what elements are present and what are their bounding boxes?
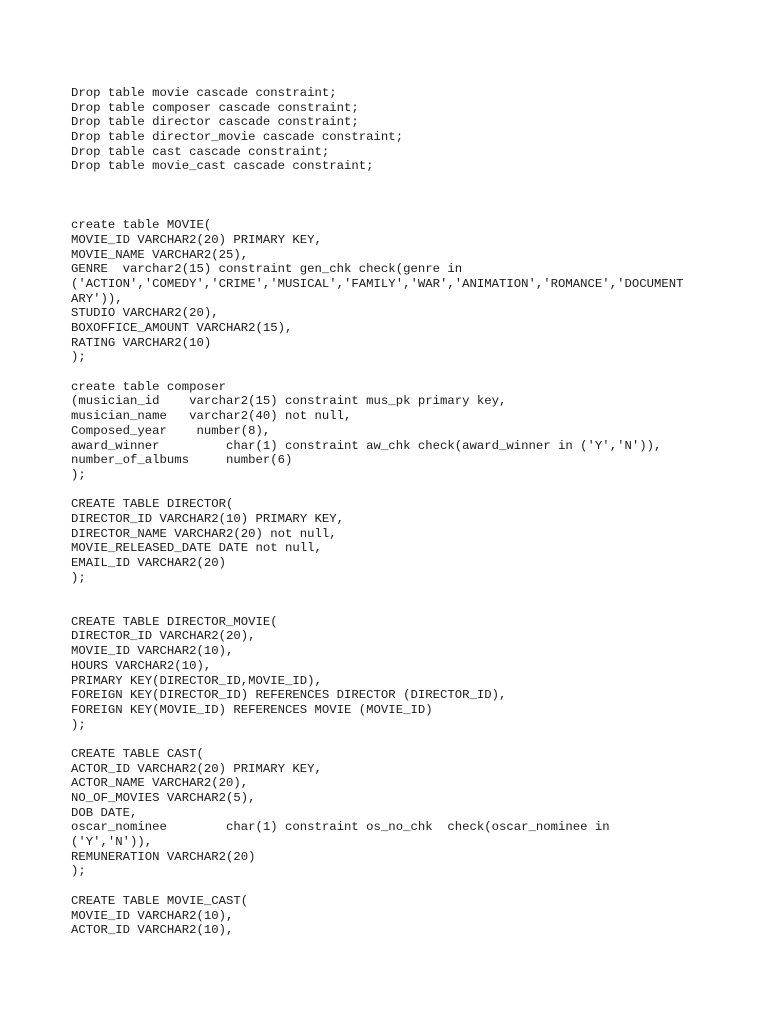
code-line: RATING VARCHAR2(10): [71, 335, 212, 350]
code-line: MOVIE_RELEASED_DATE DATE not null,: [71, 541, 322, 556]
cast-table-block: [71, 747, 751, 879]
movie-table-block: [71, 218, 751, 365]
blank-line: [71, 879, 751, 894]
code-line: );: [71, 864, 86, 879]
code-line: CREATE TABLE CAST(: [71, 746, 204, 761]
code-line: DIRECTOR_NAME VARCHAR2(20) not null,: [71, 526, 337, 541]
code-line: REMUNERATION VARCHAR2(20): [71, 849, 256, 864]
director-table-block: [71, 497, 751, 585]
blank-line: [71, 204, 751, 219]
code-line: musician_name varchar2(40) not null,: [71, 409, 352, 424]
code-line: BOXOFFICE_AMOUNT VARCHAR2(15),: [71, 321, 293, 335]
code-line: HOURS VARCHAR2(10),: [71, 658, 212, 673]
director-movie-table-block: [71, 615, 751, 733]
code-line: STUDIO VARCHAR2(20),: [71, 306, 219, 321]
code-line: Drop table movie_cast cascade constraint;: [71, 159, 374, 174]
code-line: ACTOR_ID VARCHAR2(10),: [71, 923, 234, 938]
drop-statements-block: [71, 86, 751, 174]
code-line: (musician_id varchar2(15) constraint mus_pk primary key,: [71, 394, 507, 409]
code-line: ('Y','N')),: [71, 835, 153, 850]
code-line: Drop table movie cascade constraint;: [71, 86, 337, 100]
blank-line: [71, 365, 751, 380]
code-line: MOVIE_NAME VARCHAR2(25),: [71, 247, 249, 262]
code-line: GENRE varchar2(15) constraint gen_chk check(genre in: [71, 262, 463, 277]
composer-table-block: [71, 380, 751, 483]
code-line: CREATE TABLE DIRECTOR_MOVIE(: [71, 614, 278, 629]
code-line: ACTOR_ID VARCHAR2(20) PRIMARY KEY,: [71, 761, 322, 776]
blank-line: [71, 174, 751, 189]
code-line: oscar_nominee char(1) constraint os_no_chk check(oscar_nominee in: [71, 820, 610, 835]
code-line: DIRECTOR_ID VARCHAR2(20),: [71, 629, 256, 644]
code-line: number_of_albums number(6): [71, 453, 293, 468]
code-line: );: [71, 350, 86, 365]
code-line: Drop table composer cascade constraint;: [71, 100, 359, 115]
code-line: create table MOVIE(: [71, 218, 212, 233]
sql-document: [71, 86, 751, 938]
code-line: ACTOR_NAME VARCHAR2(20),: [71, 776, 249, 791]
code-line: CREATE TABLE MOVIE_CAST(: [71, 893, 249, 908]
code-line: DOB DATE,: [71, 805, 138, 820]
code-line: );: [71, 717, 86, 732]
code-line: ARY')),: [71, 291, 123, 306]
code-line: NO_OF_MOVIES VARCHAR2(5),: [71, 791, 256, 805]
code-line: );: [71, 467, 86, 482]
movie-cast-table-block: [71, 894, 751, 938]
code-line: MOVIE_ID VARCHAR2(20) PRIMARY KEY,: [71, 232, 322, 247]
code-line: MOVIE_ID VARCHAR2(10),: [71, 644, 234, 659]
code-line: FOREIGN KEY(DIRECTOR_ID) REFERENCES DIRECTOR (DIRECTOR_ID),: [71, 688, 507, 703]
code-line: ('ACTION','COMEDY','CRIME','MUSICAL','FAMILY','WAR','ANIMATION','ROMANCE','DOCUMENT: [71, 276, 684, 291]
code-line: FOREIGN KEY(MOVIE_ID) REFERENCES MOVIE (MOVIE_ID): [71, 702, 433, 717]
code-line: PRIMARY KEY(DIRECTOR_ID,MOVIE_ID),: [71, 673, 322, 688]
blank-line: [71, 189, 751, 204]
code-line: create table composer: [71, 379, 226, 394]
code-line: MOVIE_ID VARCHAR2(10),: [71, 908, 234, 923]
code-line: Drop table director_movie cascade constraint;: [71, 130, 404, 145]
code-line: EMAIL_ID VARCHAR2(20): [71, 556, 226, 570]
blank-line: [71, 600, 751, 615]
blank-line: [71, 585, 751, 600]
blank-line: [71, 732, 751, 747]
code-line: Drop table cast cascade constraint;: [71, 144, 330, 159]
code-line: award_winner char(1) constraint aw_chk check(award_winner in ('Y','N')),: [71, 438, 662, 453]
code-line: CREATE TABLE DIRECTOR(: [71, 497, 234, 512]
code-line: DIRECTOR_ID VARCHAR2(10) PRIMARY KEY,: [71, 511, 345, 526]
code-line: );: [71, 570, 86, 585]
code-line: Composed_year number(8),: [71, 423, 271, 438]
code-line: Drop table director cascade constraint;: [71, 115, 359, 130]
blank-line: [71, 483, 751, 498]
